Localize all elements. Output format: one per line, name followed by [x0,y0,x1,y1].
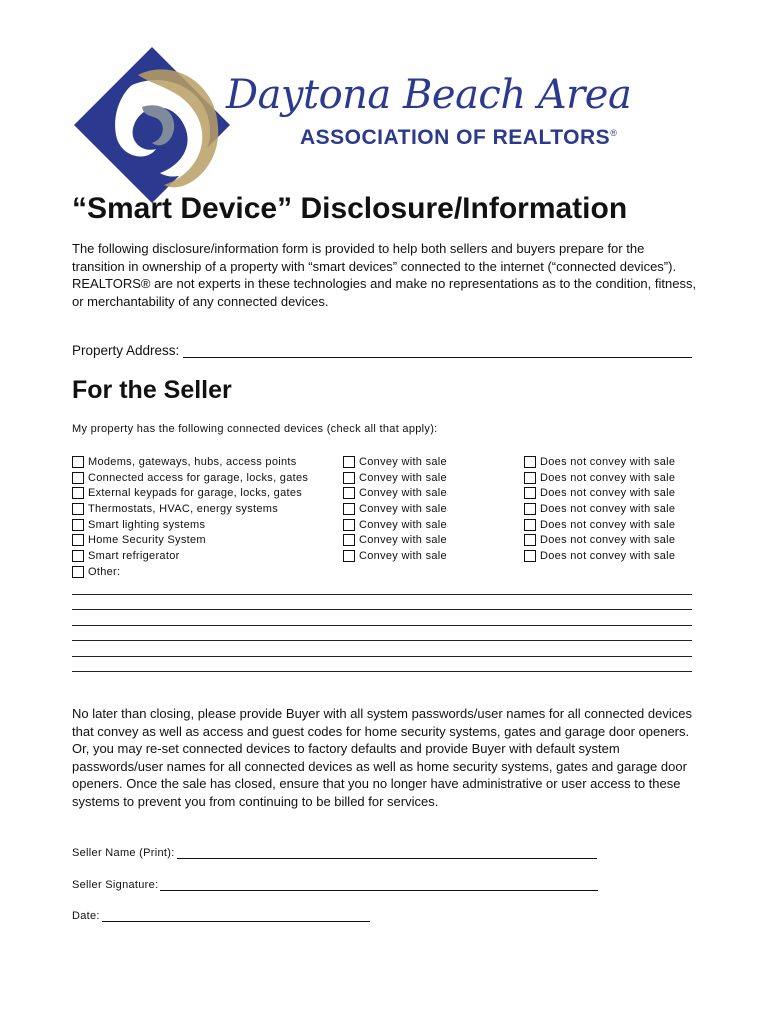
device-label: Home Security System [88,533,206,546]
intro-paragraph: The following disclosure/information form is provided to help both sellers and buyers prepare for the transition in ownership of a property with “smart devices” connected to the internet (“connected devices”). REALTORS® are not experts in these technologies and make no representations as to the condition, fitness, or merchantability of any connected devices. [72,241,697,309]
seller-name-line[interactable] [177,846,597,859]
not-convey-label: Does not convey with sale [540,455,676,468]
other-line[interactable] [72,671,692,672]
not-convey-option [524,454,675,469]
not-convey-option [524,532,675,547]
not-convey-label: Does not convey with sale [540,502,676,515]
seller-signature-field [72,878,598,891]
convey-checkbox[interactable] [343,487,355,499]
property-address-field [72,343,692,358]
device-checkbox[interactable] [72,519,84,531]
convey-checkbox[interactable] [343,534,355,546]
convey-label: Convey with sale [359,518,447,531]
not-convey-checkbox[interactable] [524,550,536,562]
date-line[interactable] [102,909,370,922]
not-convey-option [524,470,675,485]
device-row [72,454,297,469]
other-checkbox[interactable] [72,566,84,578]
seller-signature-line[interactable] [160,878,598,891]
not-convey-checkbox[interactable] [524,456,536,468]
convey-checkbox[interactable] [343,550,355,562]
not-convey-option [524,485,675,500]
convey-option [343,454,447,469]
convey-option [343,517,447,532]
property-address-line[interactable] [183,343,692,358]
not-convey-label: Does not convey with sale [540,471,676,484]
other-line[interactable] [72,625,692,626]
convey-label: Convey with sale [359,455,447,468]
convey-label: Convey with sale [359,471,447,484]
other-label: Other: [88,565,121,578]
other-row [72,564,120,579]
device-label: Thermostats, HVAC, energy systems [88,502,279,515]
seller-name-label: Seller Name (Print): [72,847,175,859]
device-row [72,501,278,516]
device-row [72,485,302,500]
property-address-label: Property Address: [72,343,180,358]
convey-option [343,548,447,563]
convey-label: Convey with sale [359,533,447,546]
not-convey-checkbox[interactable] [524,503,536,515]
convey-checkbox[interactable] [343,519,355,531]
logo-association: ASSOCIATION OF REALTORS® [300,126,618,149]
device-prompt: My property has the following connected devices (check all that apply): [72,423,438,435]
device-checkbox[interactable] [72,534,84,546]
not-convey-option [524,548,675,563]
convey-checkbox[interactable] [343,503,355,515]
seller-section-heading: For the Seller [72,376,232,404]
seller-name-field [72,846,597,859]
not-convey-label: Does not convey with sale [540,486,676,499]
convey-checkbox[interactable] [343,472,355,484]
convey-option [343,532,447,547]
device-row [72,470,308,485]
device-row [72,548,180,563]
device-checkbox[interactable] [72,456,84,468]
convey-option [343,501,447,516]
device-checkbox[interactable] [72,487,84,499]
convey-label: Convey with sale [359,486,447,499]
convey-option [343,470,447,485]
association-logo-icon [72,45,232,205]
not-convey-label: Does not convey with sale [540,549,676,562]
other-line[interactable] [72,640,692,641]
convey-label: Convey with sale [359,502,447,515]
device-label: Smart refrigerator [88,549,180,562]
document-title: “Smart Device” Disclosure/Information [72,192,628,225]
device-row [72,517,205,532]
convey-option [343,485,447,500]
date-label: Date: [72,910,100,922]
not-convey-checkbox[interactable] [524,534,536,546]
other-line[interactable] [72,609,692,610]
device-row [72,532,206,547]
not-convey-label: Does not convey with sale [540,518,676,531]
not-convey-checkbox[interactable] [524,487,536,499]
other-line[interactable] [72,656,692,657]
logo-name: Daytona Beach Area [226,72,632,118]
device-checkbox[interactable] [72,550,84,562]
convey-checkbox[interactable] [343,456,355,468]
not-convey-option [524,501,675,516]
other-line[interactable] [72,594,692,595]
not-convey-label: Does not convey with sale [540,533,676,546]
not-convey-checkbox[interactable] [524,472,536,484]
convey-label: Convey with sale [359,549,447,562]
device-checkbox[interactable] [72,472,84,484]
not-convey-option [524,517,675,532]
device-label: External keypads for garage, locks, gates [88,486,303,499]
device-checkbox[interactable] [72,503,84,515]
closing-instructions: No later than closing, please provide Buyer with all system passwords/user names for all connected devices that convey as well as access and guest codes for home security systems, gates and garage door openers. Or, you may re-set connected devices to factory defaults and provide Buyer with default system passwords/user names for all connected devices as well as home security systems, gates and garage door openers. Once the sale has closed, ensure that you no longer have administrative or user access to these systems to prevent you from continuing to be billed for services. [72,706,692,809]
device-label: Modems, gateways, hubs, access points [88,455,297,468]
device-label: Connected access for garage, locks, gates [88,471,309,484]
device-label: Smart lighting systems [88,518,206,531]
date-field [72,909,370,922]
not-convey-checkbox[interactable] [524,519,536,531]
seller-signature-label: Seller Signature: [72,879,159,891]
